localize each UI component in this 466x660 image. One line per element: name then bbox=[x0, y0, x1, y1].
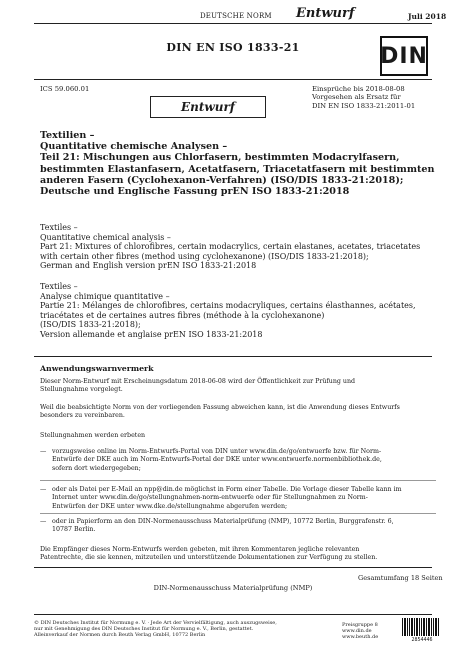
title-line: Textilien – bbox=[40, 130, 95, 141]
text-line: Patentrechte, die sie kennen, mitzuteilen und unterstützende Dokumentationen zur Verfügung zu stellen. bbox=[40, 554, 378, 562]
notice-rule-top bbox=[34, 356, 432, 357]
notice-heading: Anwendungswarnvermerk bbox=[40, 364, 154, 373]
price-group bbox=[342, 622, 402, 641]
copyright-notice bbox=[34, 620, 324, 639]
text-line: Stellungnahme vorgelegt. bbox=[40, 386, 123, 394]
text-line: Internet unter www.din.de/go/stellungnahmen-norm-entwuerfe oder für Stellungnahmen zu Norm- bbox=[52, 494, 368, 502]
footer-line: © DIN Deutsches Institut für Normung e. V. · Jede Art der Vervielfältigung, auch auszugsweise, bbox=[34, 620, 277, 626]
item-divider bbox=[40, 513, 436, 514]
title-line: German and English version prEN ISO 1833-21:2018 bbox=[40, 261, 257, 270]
title-line: Quantitative chemical analysis – bbox=[40, 232, 171, 242]
header-status: Entwurf bbox=[296, 6, 355, 21]
footer-line: Alleinverkauf der Normen durch Beuth Verlag GmbH, 10772 Berlin bbox=[34, 632, 206, 639]
list-item bbox=[40, 518, 436, 535]
barcode bbox=[402, 618, 442, 636]
info-line: DIN EN ISO 1833-21:2011-01 bbox=[312, 101, 416, 110]
notice-paragraph bbox=[40, 378, 436, 395]
ics-code: ICS 59.060.01 bbox=[40, 85, 90, 93]
german-title bbox=[40, 130, 440, 197]
text-line: Weil die beabsichtigte Norm von der vorliegenden Fassung abweichen kann, ist die Anwendung dieses Entwurfs bbox=[40, 404, 400, 411]
text-line: 10787 Berlin. bbox=[52, 526, 96, 534]
text-line: Dieser Norm-Entwurf mit Erscheinungsdatum 2018-06-08 wird der Öffentlichkeit zur Prüfung und bbox=[40, 378, 356, 385]
notice-rule-bottom bbox=[34, 567, 432, 568]
barcode-number: 2854446 bbox=[411, 637, 433, 643]
title-line: Version allemande et anglaise prEN ISO 1833-21:2018 bbox=[40, 329, 263, 339]
title-line: Textiles – bbox=[40, 282, 78, 291]
bullet-dash: — bbox=[40, 518, 47, 525]
document-number: DIN EN ISO 1833-21 bbox=[166, 41, 300, 54]
footer-rule bbox=[34, 614, 432, 615]
title-rule bbox=[34, 79, 432, 80]
din-logo: DIN bbox=[380, 36, 428, 76]
title-line: with certain other fibres (method using cyclohexanone) (ISO/DIS 1833-21:2018); bbox=[40, 251, 369, 261]
notice-paragraph bbox=[40, 404, 436, 421]
info-line: Einsprüche bis 2018-08-08 bbox=[312, 85, 405, 93]
text-line: oder als Datei per E-Mail an npp@din.de möglichst in Form einer Tabelle. Die Vorlage dieser Tabelle kann im bbox=[52, 486, 402, 493]
header-date: Juli 2018 bbox=[408, 12, 447, 21]
title-line: Quantitative chemische Analysen – bbox=[40, 141, 228, 153]
text-line: oder in Papierform an den DIN-Normenausschuss Materialprüfung (NMP), 10772 Berlin, Burggrafenstr. 6, bbox=[52, 518, 394, 525]
text-line: vorzugsweise online im Norm-Entwurfs-Portal von DIN unter www.din.de/go/entwuerfe bzw. für Norm- bbox=[52, 448, 382, 455]
info-line: Vorgesehen als Ersatz für bbox=[312, 93, 401, 102]
text-line: Entwürfe der DKE auch im Norm-Entwurfs-Portal der DKE unter www.entwuerfe.normenbibliothek.de, bbox=[52, 456, 382, 464]
title-line: triacétates et de certaines autres fibres (méthode à la cyclohexanone) bbox=[40, 310, 325, 320]
title-line: bestimmten Elastanfasern, Acetatfasern, Triacetatfasern mit bestimmten bbox=[40, 163, 435, 175]
french-title bbox=[40, 282, 440, 339]
text-line: Entwürfen der DKE unter www.dke.de/stellungnahme abgerufen werden; bbox=[52, 502, 288, 510]
price-line: Preisgruppe 8 bbox=[342, 622, 378, 628]
notice-paragraph bbox=[40, 546, 436, 563]
price-line: www.din.de bbox=[342, 628, 372, 635]
title-line: Deutsche und Englische Fassung prEN ISO 1833-21:2018 bbox=[40, 186, 350, 198]
title-line: Partie 21: Mélanges de chlorofibres, certains modacryliques, certains élasthannes, acétates, bbox=[40, 301, 416, 310]
text-line: Die Empfänger dieses Norm-Entwurfs werden gebeten, mit ihren Kommentaren jegliche relevanten bbox=[40, 546, 360, 553]
text-line: sofern dort wiedergegeben; bbox=[52, 464, 141, 472]
title-line: Teil 21: Mischungen aus Chlorfasern, bestimmten Modacrylfasern, bbox=[40, 152, 400, 164]
bullet-dash: — bbox=[40, 486, 47, 493]
item-divider bbox=[40, 480, 436, 481]
draft-info bbox=[312, 85, 442, 110]
draft-stamp: Entwurf bbox=[150, 96, 266, 118]
title-line: Textiles – bbox=[40, 223, 78, 232]
title-line: Analyse chimique quantitative – bbox=[40, 291, 170, 301]
page-count: Gesamtumfang 18 Seiten bbox=[358, 574, 443, 582]
header-norm-label: DEUTSCHE NORM bbox=[200, 12, 272, 20]
price-line: www.beuth.de bbox=[342, 634, 379, 641]
list-item bbox=[40, 448, 436, 473]
title-line: Part 21: Mixtures of chlorofibres, certain modacrylics, certain elastanes, acetates, triacetates bbox=[40, 242, 421, 251]
publisher: DIN-Normenausschuss Materialprüfung (NMP) bbox=[153, 584, 313, 592]
text-line: besonders zu vereinbaren. bbox=[40, 412, 125, 420]
title-line: (ISO/DIS 1833-21:2018); bbox=[40, 320, 141, 329]
header-rule bbox=[34, 23, 432, 24]
footer-line: nur mit Genehmigung des DIN Deutsches Institut für Normung e. V., Berlin, gestattet. bbox=[34, 626, 254, 633]
text-line: Stellungnahmen werden erbeten bbox=[40, 432, 146, 439]
title-line: anderen Fasern (Cyclohexanon-Verfahren) (ISO/DIS 1833-21:2018); bbox=[40, 174, 404, 186]
bullet-dash: — bbox=[40, 448, 47, 455]
list-item bbox=[40, 486, 436, 511]
english-title bbox=[40, 223, 440, 271]
notice-paragraph bbox=[40, 432, 436, 440]
